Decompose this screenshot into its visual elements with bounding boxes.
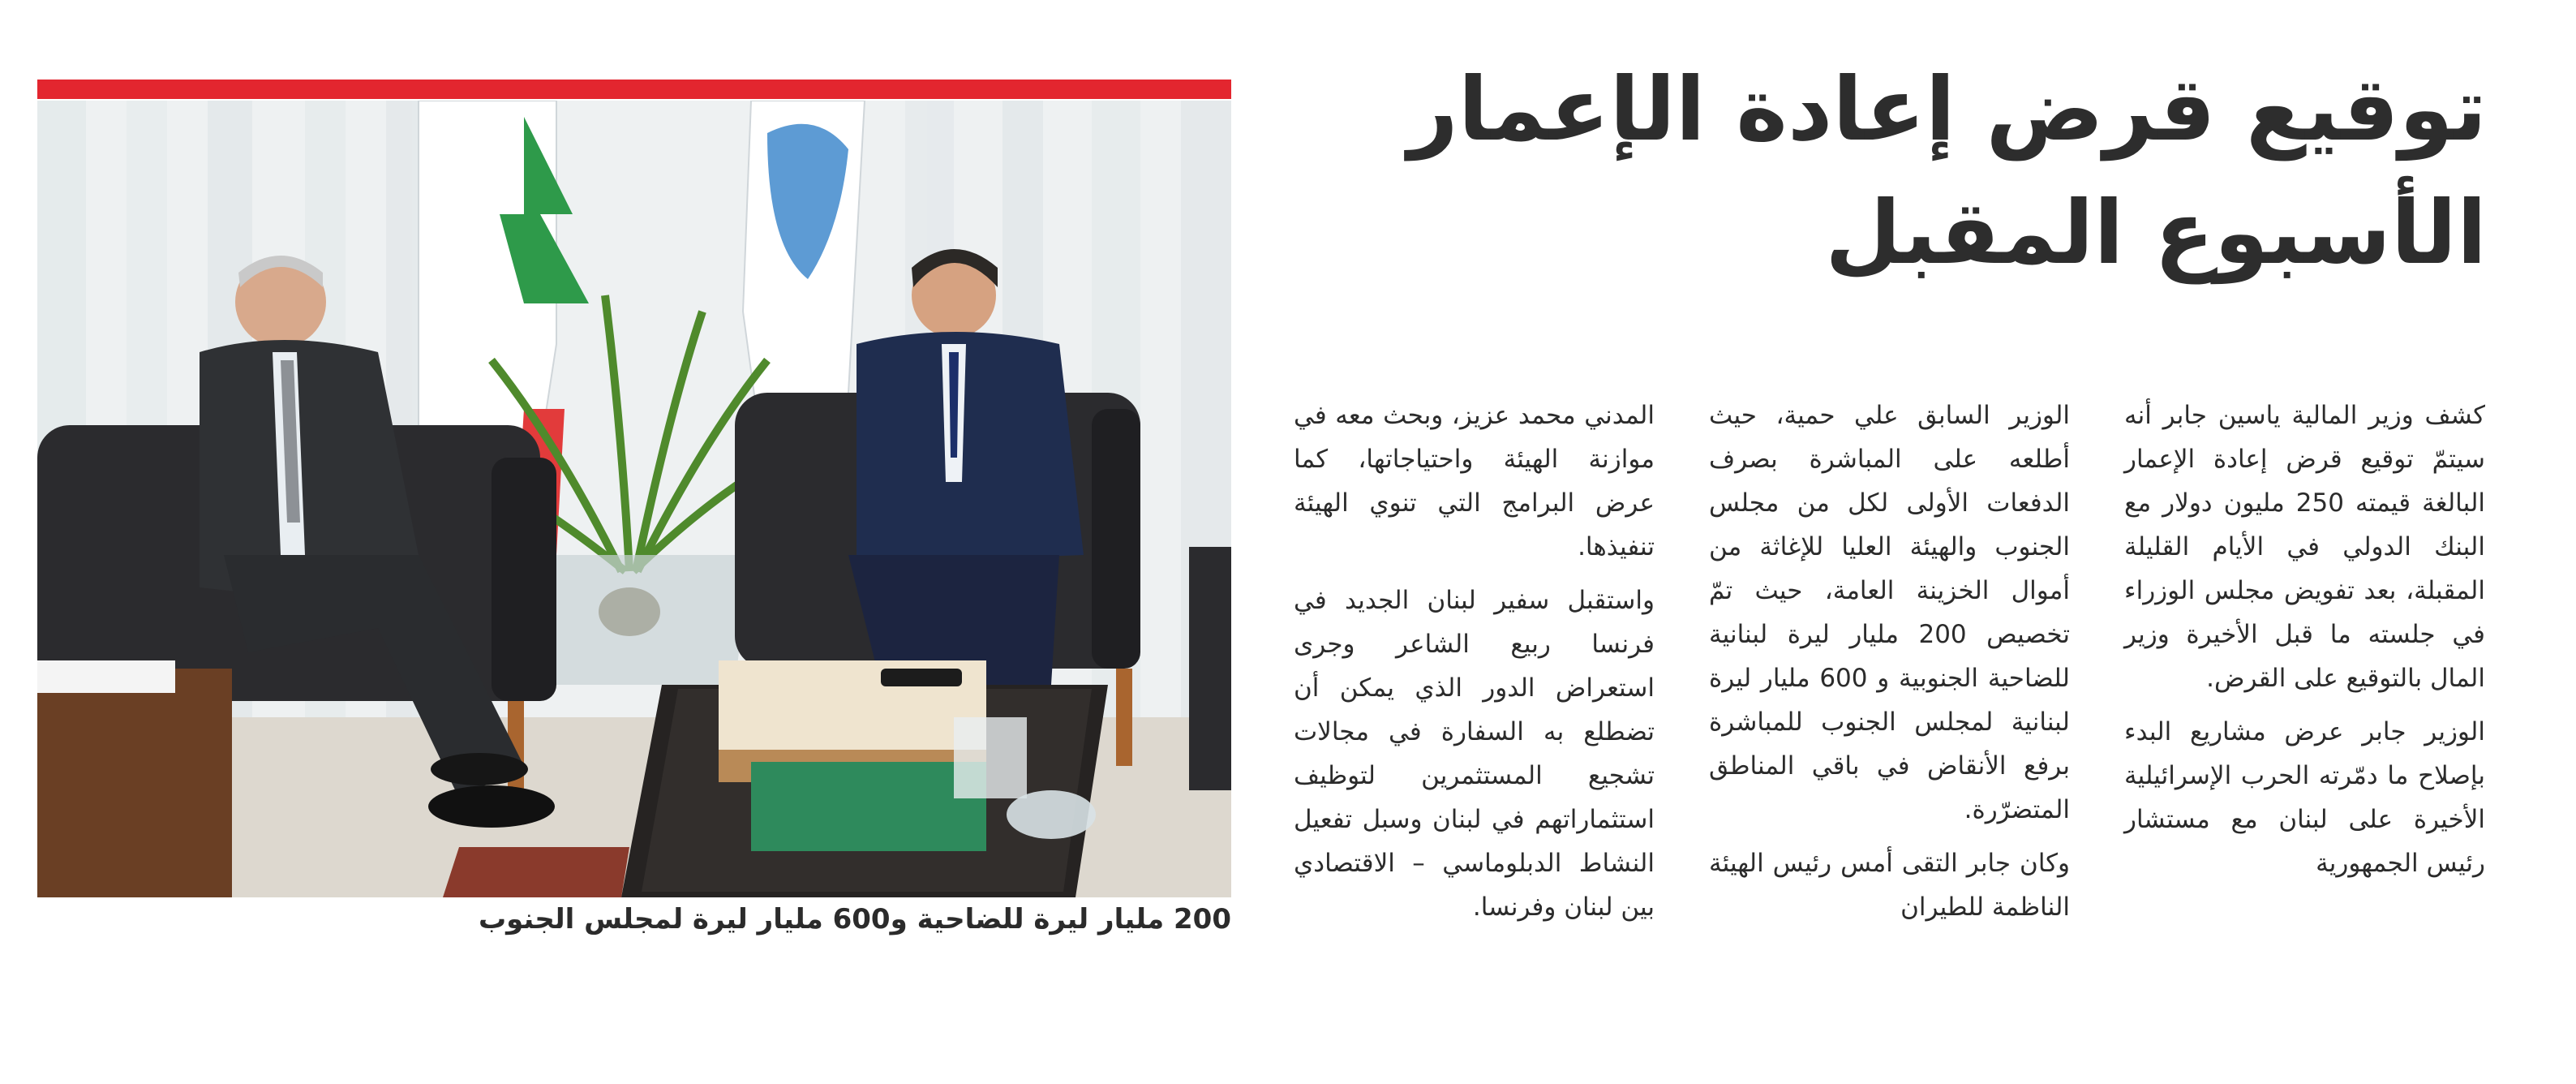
paragraph: وكان جابر التقى أمس رئيس الهيئة الناظمة للطيران xyxy=(1709,849,2070,922)
photo-accent-bar xyxy=(37,80,1231,99)
paragraph: كشف وزير المالية ياسين جابر أنه سيتمّ توقيع قرض إعادة الإعمار البالغة قيمته 250 مليون دولار مع البنك الدولي في الأيام القليلة المقبلة، بعد تفويض مجلس الوزراء في جلسته ما قبل الأخيرة وزير المال بالتوقيع على القرض. xyxy=(2124,401,2486,693)
paragraph: الوزير جابر عرض مشاريع البدء بإصلاح ما دمّرته الحرب الإسرائيلية الأخيرة على لبنان مع مستشار رئيس الجمهورية xyxy=(2124,717,2485,878)
headline-line-2: الأسبوع المقبل xyxy=(1825,183,2487,284)
meeting-photo xyxy=(37,101,1231,897)
article-column-3 xyxy=(1294,394,1655,939)
paragraph: الوزير السابق علي حمية، حيث أطلعه على المباشرة بصرف الدفعات الأولى لكل من مجلس الجنوب والهيئة العليا للإغاثة من أموال الخزينة العامة، حيث تمّ تخصيص 200 مليار ليرة لبنانية للضاحية الجنوبية و 600 مليار ليرة لبنانية لمجلس الجنوب للمباشرة برفع الأنقاض في باقي المناطق المتضرّرة. xyxy=(1709,401,2070,824)
paragraph: واستقبل سفير لبنان الجديد في فرنسا ربيع الشاعر وجرى استعراض الدور الذي يمكن أن تضطلع به السفارة في مجالات تشجيع المستثمرين لتوظيف استثماراتهم في لبنان وسبل تفعيل النشاط الدبلوماسي – الاقتصادي بين لبنان وفرنسا. xyxy=(1294,586,1655,922)
article-headline xyxy=(1351,49,2487,295)
photo-caption: 200 مليار ليرة للضاحية و600 مليار ليرة لمجلس الجنوب xyxy=(478,903,1231,936)
paragraph: المدني محمد عزيز، وبحث معه في موازنة الهيئة واحتياجاتها، كما عرض البرامج التي تنوي الهيئة تنفيذها. xyxy=(1294,401,1655,561)
article-column-1 xyxy=(2124,394,2485,895)
article-column-2 xyxy=(1709,394,2070,939)
headline-line-1: توقيع قرض إعادة الإعمار xyxy=(1407,59,2487,161)
